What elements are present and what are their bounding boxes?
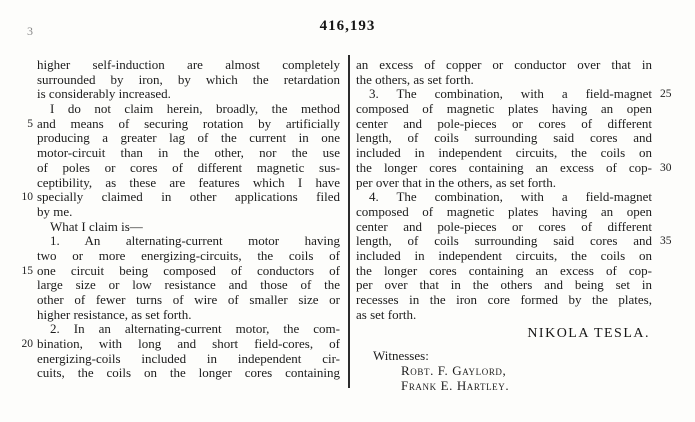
line-number — [652, 131, 693, 146]
witness-name: Robt. F. Gaylord, — [401, 363, 507, 379]
line-number: 20 — [21, 338, 33, 351]
patent-number: 416,193 — [319, 18, 376, 34]
right-column-lines — [347, 58, 693, 322]
line-number — [652, 117, 693, 132]
line-text: 4. The combination, with a field-magnet — [369, 190, 652, 205]
column-divider — [348, 55, 350, 388]
text-line — [347, 146, 693, 161]
line-number — [0, 146, 37, 161]
text-line — [347, 161, 693, 176]
text-line — [347, 205, 693, 220]
line-text: cuits, the coils on the longer cores containing — [37, 366, 340, 381]
line-number: 5 — [27, 117, 33, 130]
line-text: energizing-coils included in independent cir- — [37, 351, 340, 366]
line-text: higher resistance, as set forth. — [37, 307, 192, 322]
line-number: 35 — [660, 235, 672, 248]
line-number — [0, 352, 37, 367]
witness-name: Frank E. Hartley. — [401, 377, 510, 393]
text-line — [0, 220, 347, 235]
line-text: bination, with long and short field-cores, of — [37, 337, 340, 352]
line-number — [652, 293, 693, 308]
line-text: the others, as set forth. — [356, 72, 474, 87]
text-line — [347, 264, 693, 279]
line-text: an excess of copper or conductor over that in — [356, 58, 652, 72]
text-line — [0, 87, 347, 102]
line-text: ceptibility, as these are features which I have — [37, 175, 340, 190]
line-text: included in independent circuits, the coils on — [356, 146, 652, 161]
witnesses-label: Witnesses: — [373, 348, 429, 364]
line-number — [0, 249, 37, 264]
line-number — [652, 264, 693, 279]
line-number — [652, 176, 693, 191]
line-text: included in independent circuits, the coils on — [356, 248, 652, 263]
text-line — [347, 220, 693, 235]
text-line — [0, 190, 347, 205]
line-text: one circuit being composed of conductors of — [37, 263, 340, 278]
text-line — [347, 249, 693, 264]
text-line — [0, 249, 347, 264]
text-line — [0, 352, 347, 367]
line-text: two or more energizing-circuits, the coils of — [37, 248, 340, 263]
right-column — [347, 58, 693, 393]
line-number — [0, 176, 37, 191]
text-line — [0, 278, 347, 293]
text-line — [347, 102, 693, 117]
text-line — [0, 117, 347, 132]
text-line — [347, 131, 693, 146]
text-line — [0, 264, 347, 279]
line-text: length, of coils surrounding said cores and — [356, 131, 652, 146]
text-line — [347, 293, 693, 308]
text-line — [0, 176, 347, 191]
line-number — [0, 131, 37, 146]
line-text: composed of magnetic plates having an open — [356, 204, 652, 219]
text-line — [347, 234, 693, 249]
text-line — [347, 87, 693, 102]
text-line — [0, 131, 347, 146]
line-number — [0, 366, 37, 381]
line-number: 15 — [21, 264, 33, 277]
line-text: 1. An alternating-current motor having — [50, 234, 340, 249]
line-number — [652, 308, 693, 323]
line-number — [0, 308, 37, 323]
line-number — [0, 161, 37, 176]
line-number — [652, 102, 693, 117]
text-line — [347, 58, 693, 73]
text-line — [347, 190, 693, 205]
line-number — [652, 205, 693, 220]
text-line — [0, 366, 347, 381]
line-number — [652, 146, 693, 161]
text-line — [0, 58, 347, 73]
line-number — [652, 220, 693, 235]
line-text: specially claimed in other applications filed — [37, 190, 340, 205]
text-line — [347, 278, 693, 293]
line-text: the longer cores containing an excess of cop- — [356, 263, 652, 278]
text-line — [0, 102, 347, 117]
line-number — [0, 322, 37, 337]
line-text: of poles or cores of different magnetic sus- — [37, 160, 340, 175]
line-text: 2. In an alternating-current motor, the com- — [50, 322, 340, 337]
line-text: recesses in the iron core formed by the plates, — [356, 293, 652, 307]
signature: NIKOLA TESLA. — [527, 326, 650, 342]
line-text: surrounded by iron, by which the retardation — [37, 72, 340, 87]
line-number — [652, 190, 693, 205]
text-line — [0, 73, 347, 88]
line-text: I do not claim herein, broadly, the method — [50, 102, 340, 117]
text-line — [0, 146, 347, 161]
text-line — [0, 308, 347, 323]
line-text: center and pole-pieces or cores of different — [356, 116, 652, 131]
page-number: 3 — [27, 24, 33, 38]
witnesses-block — [347, 349, 693, 393]
line-text: producing a greater lag of the current in one — [37, 131, 340, 146]
line-number — [0, 220, 37, 235]
line-text: center and pole-pieces or cores of different — [356, 219, 652, 234]
line-number — [0, 58, 37, 73]
line-number — [0, 278, 37, 293]
line-text: the longer cores containing an excess of cop- — [356, 160, 652, 175]
line-number — [0, 102, 37, 117]
line-text: per over that in the others, as set forth. — [356, 175, 556, 190]
line-number — [0, 234, 37, 249]
line-text: large size or low resistance and those of the — [37, 278, 340, 293]
text-line — [0, 205, 347, 220]
line-text: other of fewer turns of wire of smaller size or — [37, 293, 340, 307]
text-line — [0, 234, 347, 249]
line-text: and means of securing rotation by artificially — [37, 116, 340, 131]
text-line — [347, 176, 693, 191]
line-text: length, of coils surrounding said cores and — [356, 234, 652, 249]
line-number — [0, 73, 37, 88]
line-text: as set forth. — [356, 307, 417, 322]
left-column — [0, 58, 347, 393]
text-line — [347, 73, 693, 88]
text-line — [0, 293, 347, 308]
text-line — [347, 308, 693, 323]
line-text: is considerably increased. — [37, 87, 171, 102]
line-number: 30 — [660, 161, 672, 174]
line-text: 3. The combination, with a field-magnet — [369, 87, 652, 102]
line-number — [0, 205, 37, 220]
line-number: 10 — [21, 191, 33, 204]
line-text: by me. — [37, 204, 73, 219]
line-text: motor-circuit than in the other, nor the use — [37, 146, 340, 161]
text-columns — [0, 58, 695, 393]
line-number — [652, 249, 693, 264]
line-number — [652, 73, 693, 88]
line-text: per over that in the others and being set in — [356, 278, 652, 293]
line-text: What I claim is— — [50, 219, 143, 234]
line-number — [652, 58, 693, 73]
line-number — [652, 278, 693, 293]
line-text: composed of magnetic plates having an open — [356, 102, 652, 117]
line-number: 25 — [660, 88, 672, 101]
line-number — [0, 87, 37, 102]
text-line — [347, 117, 693, 132]
text-line — [0, 322, 347, 337]
text-line — [0, 337, 347, 352]
text-line — [0, 161, 347, 176]
line-number — [0, 293, 37, 308]
line-text: higher self-induction are almost completely — [37, 58, 340, 72]
